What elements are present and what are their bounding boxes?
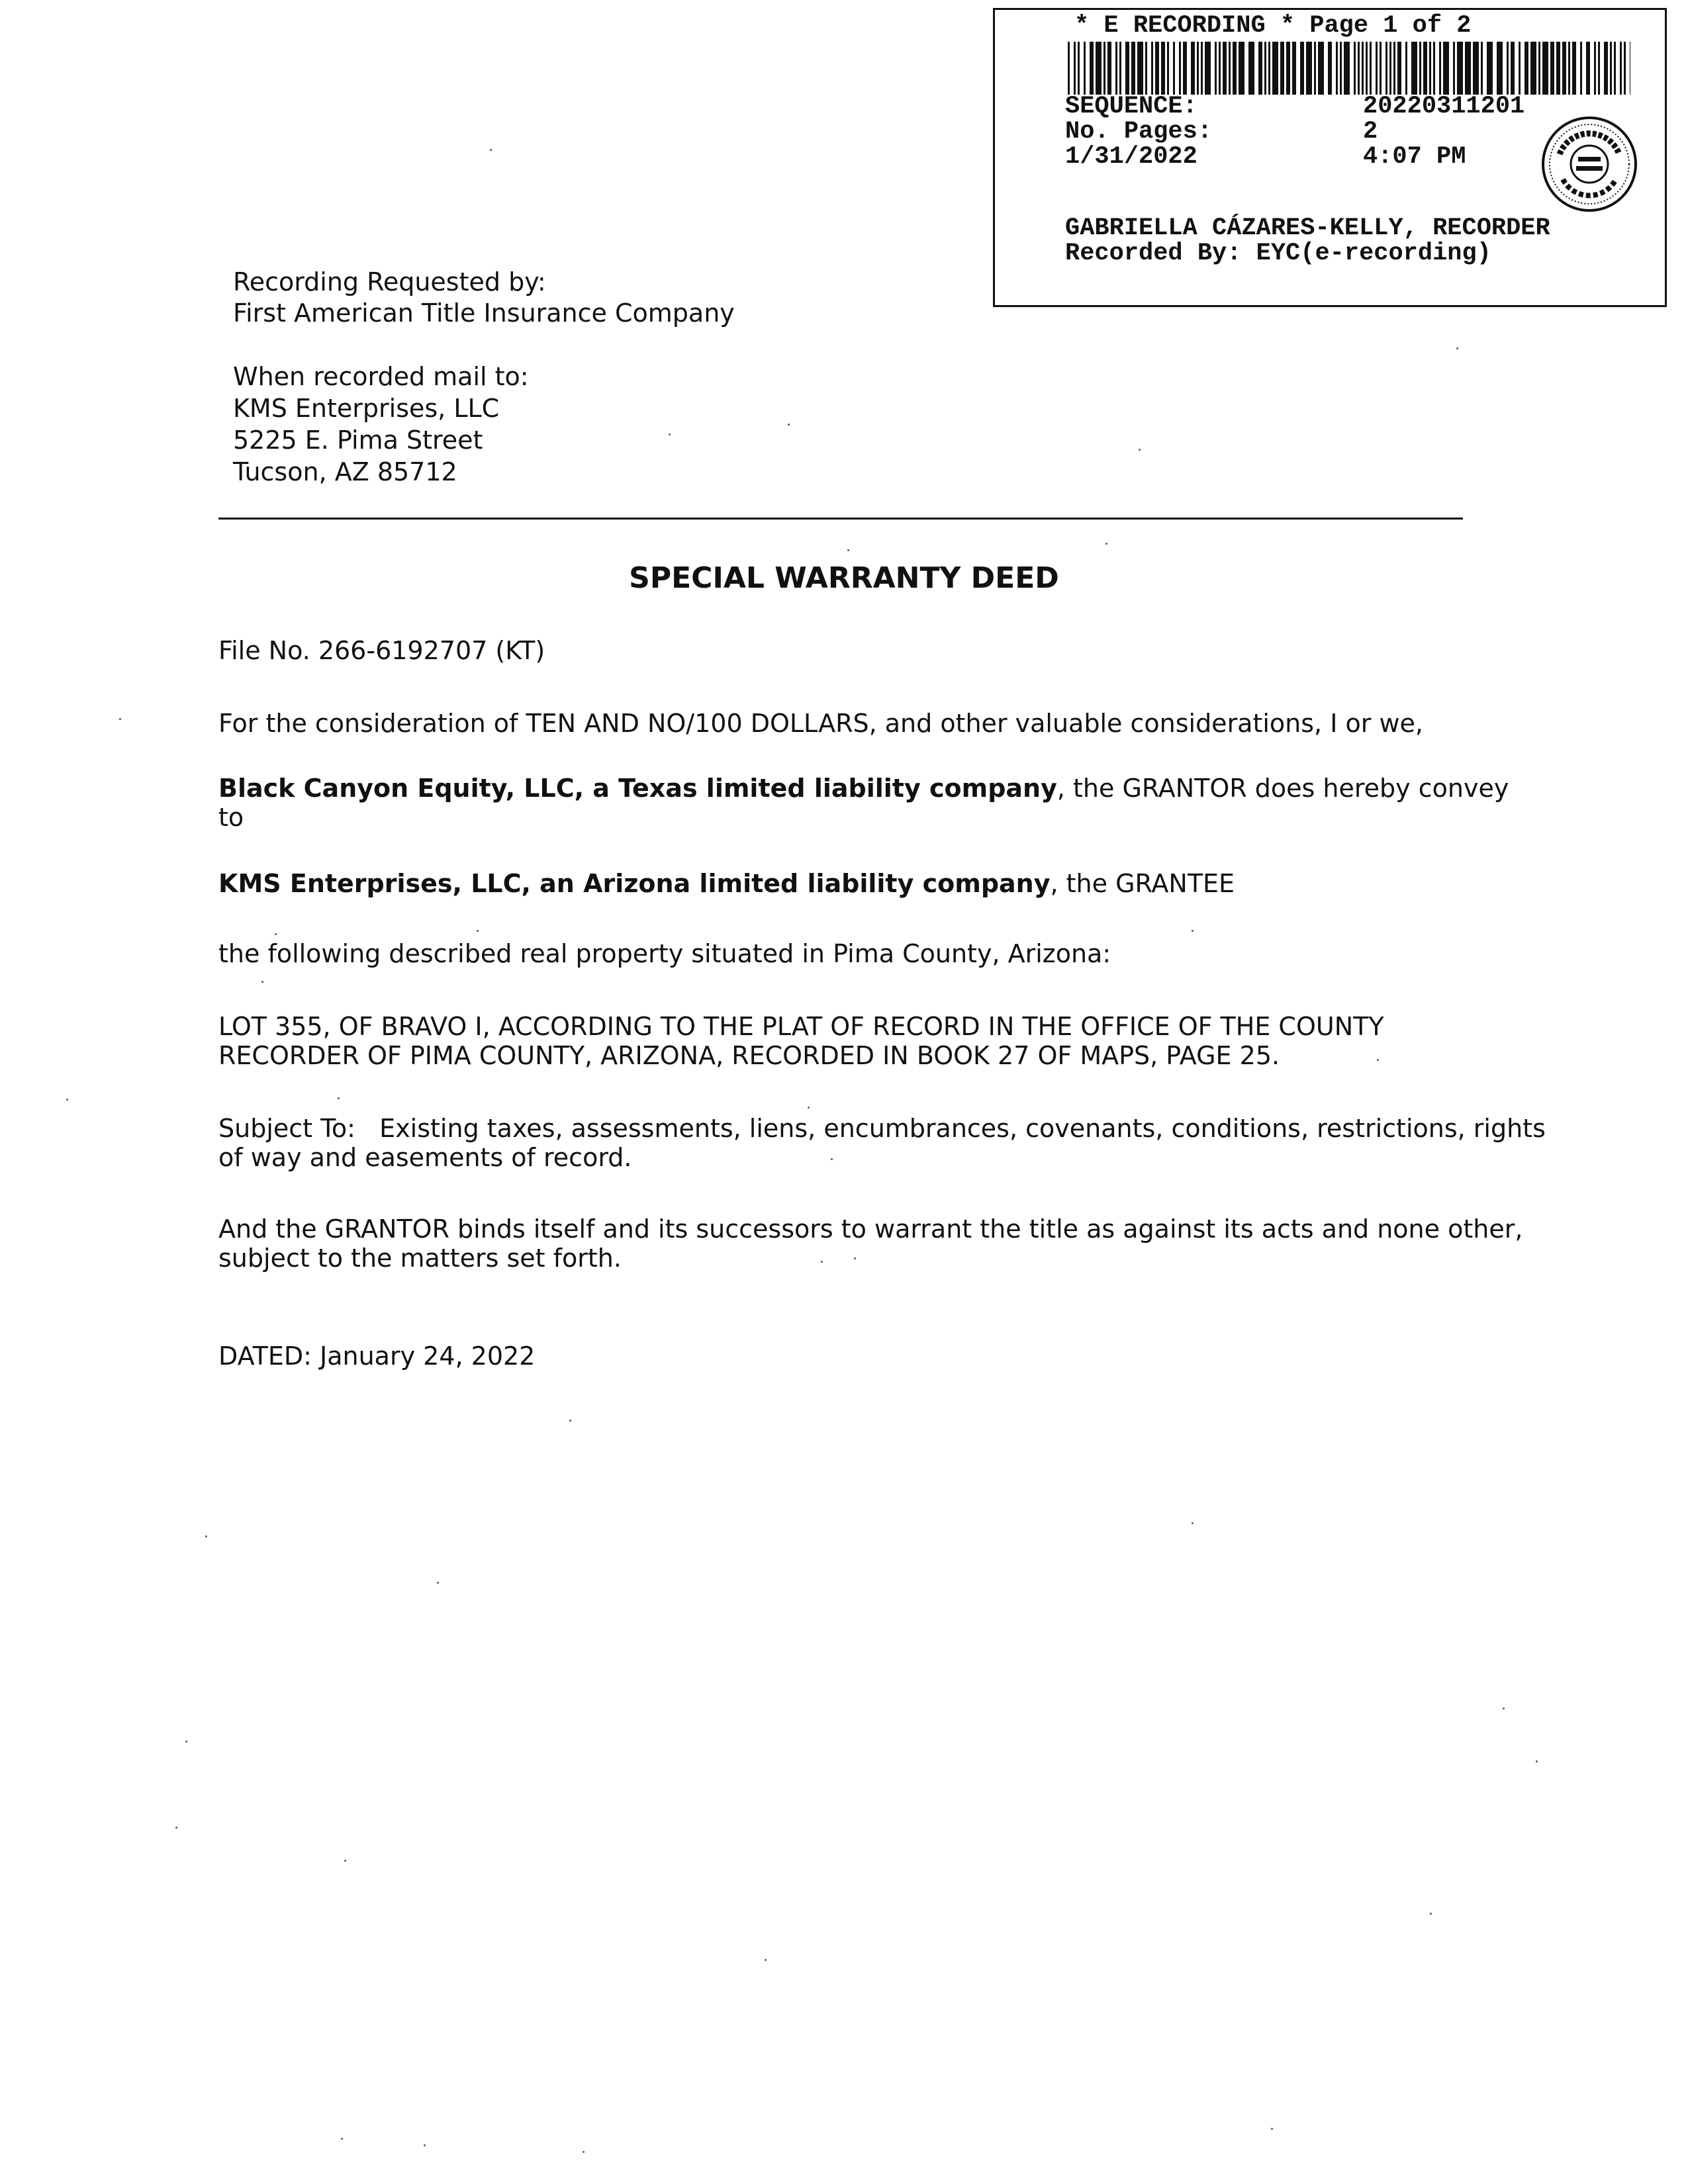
recording-stamp: [993, 8, 1667, 307]
sequence-value: 20220311201: [1363, 93, 1525, 120]
grantee-name: KMS Enterprises, LLC, an Arizona limited liability company: [218, 869, 1051, 898]
county-recorder-seal-icon: [1540, 114, 1639, 214]
sequence-label: SEQUENCE:: [1065, 93, 1197, 120]
subject-to-line2: of way and easements of record.: [218, 1143, 632, 1172]
recording-requested-company: First American Title Insurance Company: [233, 298, 735, 328]
grantor-line: [218, 774, 1509, 803]
divider: [218, 518, 1463, 520]
recording-requested-label: Recording Requested by:: [233, 267, 546, 296]
document-title: SPECIAL WARRANTY DEED: [629, 561, 1059, 595]
pages-label: No. Pages:: [1065, 118, 1213, 146]
grantor-to: to: [218, 803, 244, 832]
recorded-by: Recorded By: EYC(e-recording): [1065, 240, 1491, 267]
recorder-name: GABRIELLA CÁZARES-KELLY, RECORDER: [1065, 214, 1550, 242]
pages-value: 2: [1363, 118, 1378, 146]
warranty-line2: subject to the matters set forth.: [218, 1244, 622, 1273]
consideration-text: For the consideration of TEN AND NO/100 DOLLARS, and other valuable considerations, I or we,: [218, 709, 1423, 738]
stamp-header: * E RECORDING * Page 1 of 2: [1074, 12, 1472, 40]
mail-to-city: Tucson, AZ 85712: [233, 457, 457, 486]
legal-description-line1: LOT 355, OF BRAVO I, ACCORDING TO THE PLAT OF RECORD IN THE OFFICE OF THE COUNTY: [218, 1012, 1384, 1041]
barcode-icon: [1068, 42, 1630, 95]
property-intro: the following described real property situated in Pima County, Arizona:: [218, 939, 1111, 968]
warranty-line1: And the GRANTOR binds itself and its successors to warrant the title as against its acts and none other,: [218, 1214, 1523, 1244]
mail-to-label: When recorded mail to:: [233, 362, 529, 391]
grantor-name: Black Canyon Equity, LLC, a Texas limited liability company: [218, 774, 1057, 803]
mail-to-name: KMS Enterprises, LLC: [233, 394, 500, 423]
file-number: File No. 266-6192707 (KT): [218, 636, 545, 665]
subject-to-line1: Subject To: Existing taxes, assessments, liens, encumbrances, covenants, conditions, restrictions, rights: [218, 1114, 1546, 1143]
grantee-line: [218, 870, 1235, 898]
legal-description-line2: RECORDER OF PIMA COUNTY, ARIZONA, RECORDED IN BOOK 27 OF MAPS, PAGE 25.: [218, 1041, 1280, 1070]
grantee-text: , the GRANTEE: [1050, 869, 1235, 898]
dated-line: DATED: January 24, 2022: [218, 1342, 536, 1371]
mail-to-street: 5225 E. Pima Street: [233, 426, 483, 455]
recording-time: 4:07 PM: [1363, 143, 1466, 171]
recording-date: 1/31/2022: [1065, 143, 1197, 171]
grantor-text: , the GRANTOR does hereby convey: [1056, 774, 1509, 803]
